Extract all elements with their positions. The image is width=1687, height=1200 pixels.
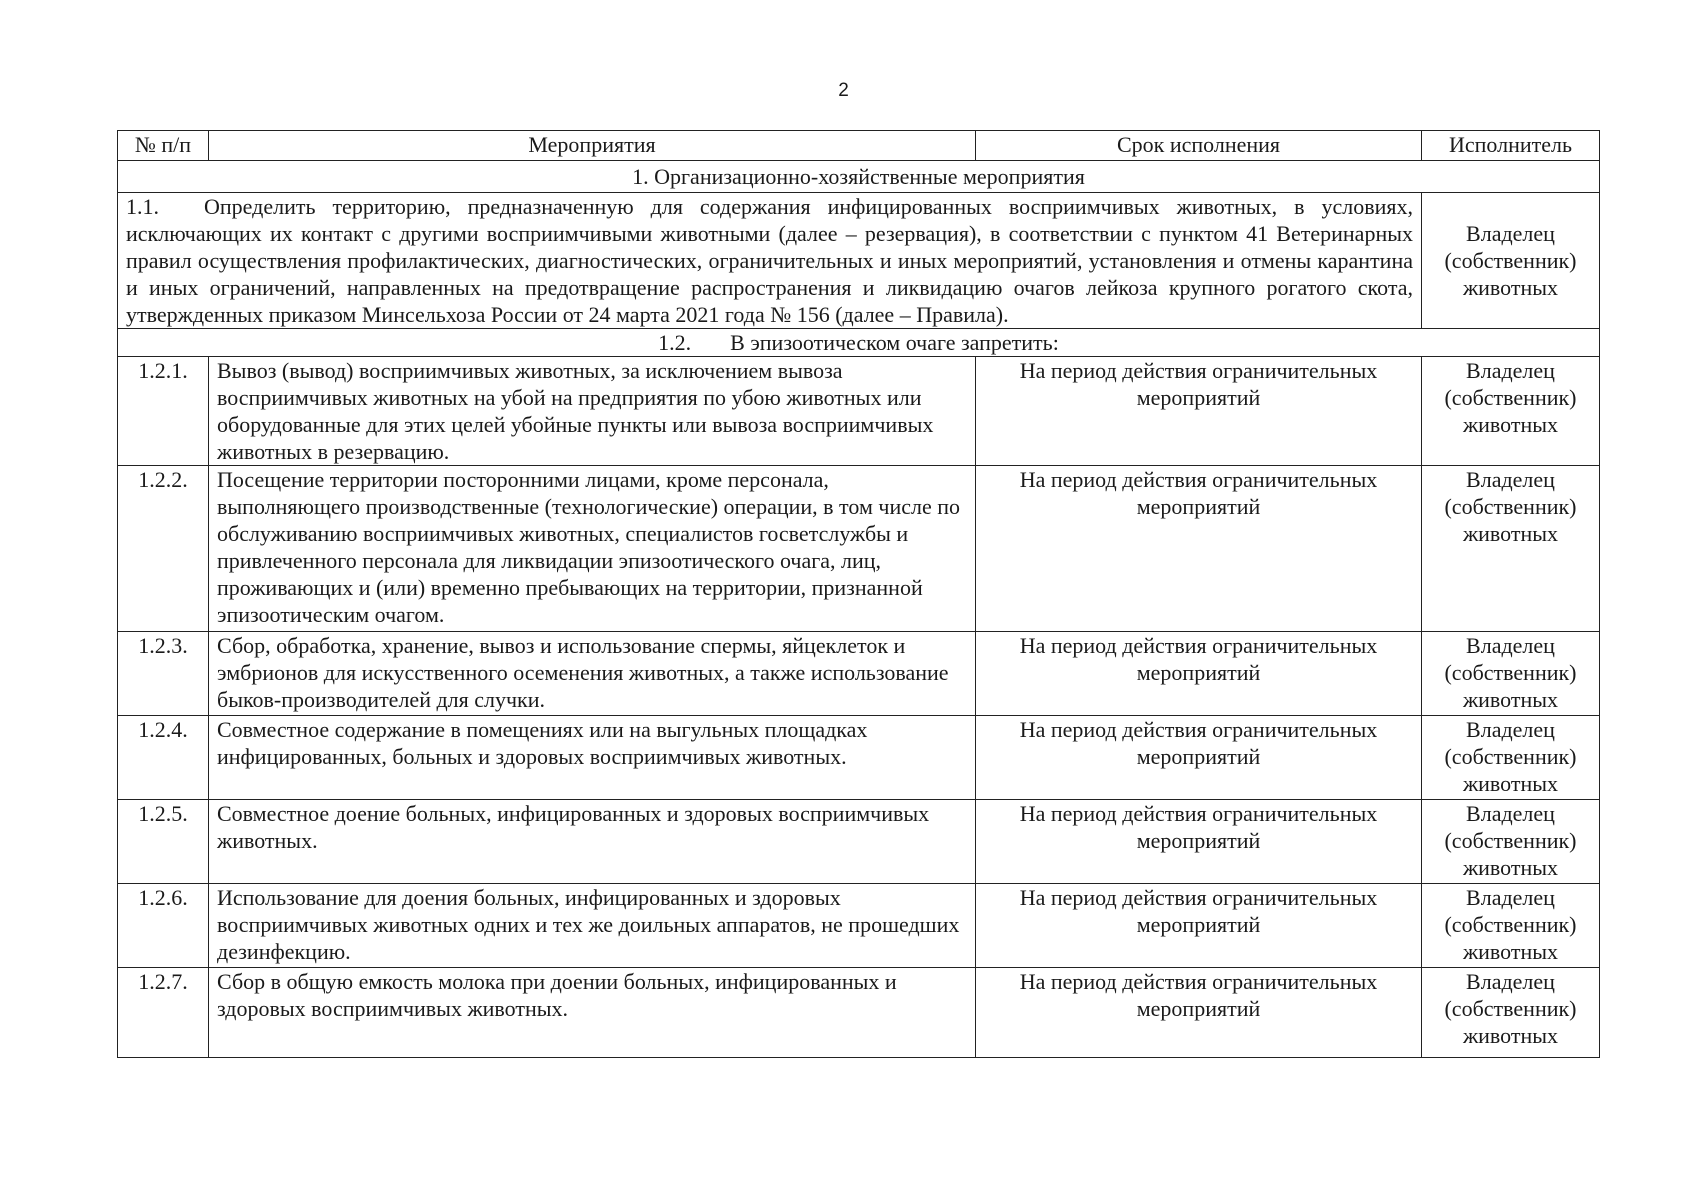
table-row xyxy=(118,968,1600,1058)
executor-line: животных xyxy=(1462,521,1559,546)
section-title: 1. Организационно-хозяйственные мероприятия xyxy=(118,161,1600,193)
executor-line: (собственник) xyxy=(1444,385,1577,410)
table-row-1-2 xyxy=(118,329,1600,357)
row-executor xyxy=(1422,632,1600,716)
item-1-1-cell xyxy=(118,193,1422,329)
executor-line: Владелец xyxy=(1466,717,1555,742)
row-executor xyxy=(1422,884,1600,968)
table-row-1-1 xyxy=(118,193,1600,329)
row-num: 1.2.5. xyxy=(118,800,209,884)
row-num: 1.2.1. xyxy=(118,357,209,466)
executor-line: (собственник) xyxy=(1444,996,1577,1021)
executor-line: Владелец xyxy=(1466,358,1555,383)
item-1-1-executor xyxy=(1422,193,1600,329)
executor-line: животных xyxy=(1462,275,1559,300)
row-executor xyxy=(1422,716,1600,800)
header-num: № п/п xyxy=(118,131,209,161)
row-executor xyxy=(1422,357,1600,466)
executor-line: (собственник) xyxy=(1444,828,1577,853)
row-term: На период действия ограничительных мероприятий xyxy=(976,632,1422,716)
row-num: 1.2.3. xyxy=(118,632,209,716)
executor-line: Владелец xyxy=(1466,969,1555,994)
row-executor xyxy=(1422,968,1600,1058)
executor-line: (собственник) xyxy=(1444,912,1577,937)
table-header-row xyxy=(118,131,1600,161)
item-1-2-text: В эпизоотическом очаге запретить: xyxy=(730,330,1059,355)
executor-line: (собственник) xyxy=(1444,248,1577,273)
executor-line: животных xyxy=(1462,412,1559,437)
item-1-2-num: 1.2. xyxy=(658,330,692,355)
row-num: 1.2.6. xyxy=(118,884,209,968)
row-executor xyxy=(1422,466,1600,632)
table-row xyxy=(118,800,1600,884)
row-text: Посещение территории посторонними лицами, кроме персонала, выполняющего производственные (технологические) операции, в том числе по обслуживанию восприимчивых животных, специалистов госветслужбы и привлеченного персонала для ликвидации эпизоотического очага, лиц, проживающих и (или) временно пребывающих на территории, признанной эпизоотическим очагом. xyxy=(209,466,976,632)
row-term: На период действия ограничительных мероприятий xyxy=(976,466,1422,632)
header-term: Срок исполнения xyxy=(976,131,1422,161)
section-title-row xyxy=(118,161,1600,193)
executor-line: животных xyxy=(1462,771,1559,796)
executor-line: (собственник) xyxy=(1444,744,1577,769)
header-activities: Мероприятия xyxy=(209,131,976,161)
executor-line: животных xyxy=(1462,855,1559,880)
executor-line: Владелец xyxy=(1466,885,1555,910)
row-num: 1.2.2. xyxy=(118,466,209,632)
executor-line: животных xyxy=(1462,1023,1559,1048)
table-row xyxy=(118,716,1600,800)
row-text: Совместное доение больных, инфицированных и здоровых восприимчивых животных. xyxy=(209,800,976,884)
row-num: 1.2.4. xyxy=(118,716,209,800)
executor-line: Владелец xyxy=(1466,221,1555,246)
table-row xyxy=(118,884,1600,968)
row-executor xyxy=(1422,800,1600,884)
executor-line: (собственник) xyxy=(1444,660,1577,685)
row-text: Совместное содержание в помещениях или на выгульных площадках инфицированных, больных и здоровых восприимчивых животных. xyxy=(209,716,976,800)
table-row xyxy=(118,632,1600,716)
row-term: На период действия ограничительных мероприятий xyxy=(976,968,1422,1058)
row-term: На период действия ограничительных мероприятий xyxy=(976,357,1422,466)
executor-line: животных xyxy=(1462,687,1559,712)
header-executor: Исполнитель xyxy=(1422,131,1600,161)
page-number: 2 xyxy=(838,80,849,101)
executor-line: животных xyxy=(1462,939,1559,964)
row-text: Использование для доения больных, инфицированных и здоровых восприимчивых животных одних и тех же доильных аппаратов, не прошедших дезинфекцию. xyxy=(209,884,976,968)
row-term: На период действия ограничительных мероприятий xyxy=(976,716,1422,800)
row-text: Сбор в общую емкость молока при доении больных, инфицированных и здоровых восприимчивых животных. xyxy=(209,968,976,1058)
item-1-2-cell xyxy=(118,329,1600,357)
row-text: Вывоз (вывод) восприимчивых животных, за исключением вывоза восприимчивых животных на убой на предприятия по убою животных или оборудованные для этих целей убойные пункты или вывоза восприимчивых животных в резервацию. xyxy=(209,357,976,466)
row-term: На период действия ограничительных мероприятий xyxy=(976,800,1422,884)
measures-table xyxy=(117,130,1600,1058)
row-num: 1.2.7. xyxy=(118,968,209,1058)
item-1-1-num: 1.1. xyxy=(126,194,159,219)
row-text: Сбор, обработка, хранение, вывоз и использование спермы, яйцеклеток и эмбрионов для искусственного осеменения животных, а также использование быков-производителей для случки. xyxy=(209,632,976,716)
table-row xyxy=(118,466,1600,632)
executor-line: Владелец xyxy=(1466,633,1555,658)
item-1-1-text: Определить территорию, предназначенную для содержания инфицированных восприимчивых животных, в условиях, исключающих их контакт с другими восприимчивыми животными (далее – резервация), в соответствии с пунктом 41 Ветеринарных правил осуществления профилактических, диагностических, ограничительных и иных мероприятий, установления и отмены карантина и иных ограничений, направленных на предотвращение распространения и ликвидацию очагов лейкоза крупного рогатого скота, утвержденных приказом Минсельхоза России от 24 марта 2021 года № 156 (далее – Правила). xyxy=(126,194,1413,327)
row-term: На период действия ограничительных мероприятий xyxy=(976,884,1422,968)
executor-line: Владелец xyxy=(1466,467,1555,492)
table-row xyxy=(118,357,1600,466)
executor-line: Владелец xyxy=(1466,801,1555,826)
executor-line: (собственник) xyxy=(1444,494,1577,519)
